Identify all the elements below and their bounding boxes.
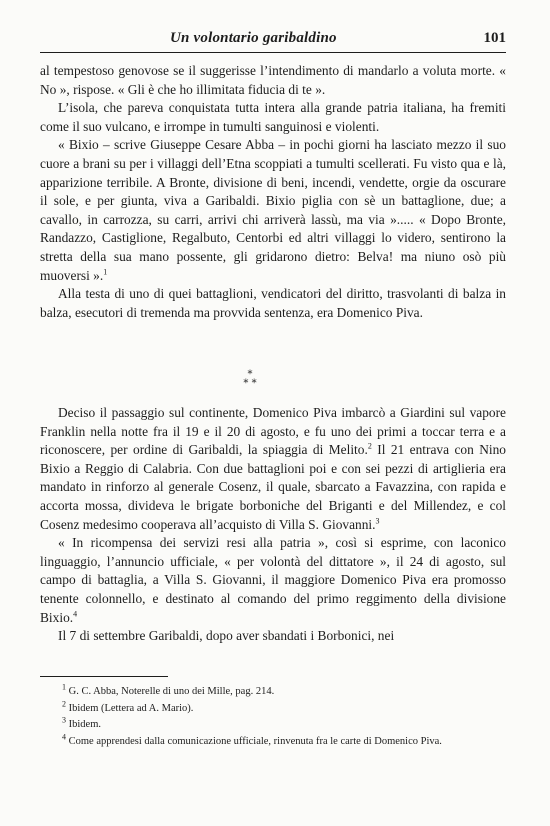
paragraph: L’isola, che pareva conquistata tutta intera alla grande patria italiana, ha fremiti come il suo vulcano, e irrompe in tumulti sanguinosi e violenti. <box>40 100 506 134</box>
header-rule <box>40 52 506 53</box>
running-header <box>40 30 506 50</box>
section-separator <box>230 370 270 400</box>
running-title: Un volontario garibaldino <box>170 30 337 46</box>
paragraph <box>40 136 506 285</box>
paragraph-text: « Bixio – scrive Giuseppe Cesare Abba – in pochi giorni ha lasciato mezzo il suo cuore a brani su per i villaggi dell’Etna scoppiati a tumulti scellerati. Fu visto qua e là, apparizione terribile. A Bronte, divisione di beni, incendi, vendette, orgie da oscurare il sole, e per giunta, viva a Garibaldi. Bixio piglia con sè un battaglione, due; a cavallo, in carrozza, su carri, arrivi chi arriverà lassù, ma via »..... « Dopo Bronte, Randazzo, Castiglione, Regalbuto, Centorbi ed altri villaggi lo videro, sentirono la stretta della sua mano possente, gli gridarono dietro: Belva! ma niuno osò più muoversi ». <box>40 137 506 283</box>
footnote-text: G. C. Abba, Noterelle di uno dei Mille, pag. 214. <box>68 686 275 697</box>
paragraph <box>40 534 506 627</box>
paragraph <box>40 404 506 534</box>
asterism-bottom: * * <box>243 378 257 389</box>
paragraph: Il 7 di settembre Garibaldi, dopo aver sbandati i Borbonici, nei <box>58 628 395 644</box>
footnote <box>40 684 506 701</box>
footnote-text: Come apprendesi dalla comunicazione ufficiale, rinvenuta fra le carte di Domenico Piva. <box>68 735 442 747</box>
footnote-ref: 4 <box>73 609 78 619</box>
asterism-top: * <box>247 369 253 380</box>
paragraph-text: Deciso il passaggio sul continente, Domenico Piva imbarcò a Giardini sul vapore Franklin nella notte fra il 19 e il 20 di agosto, e fu uno dei primi a toccar terra e a riconoscere, per ordine di Garibaldi, la spiaggia di Melito. <box>40 405 506 458</box>
footnote-number: 1 <box>62 682 66 692</box>
footnote-ref: 1 <box>103 267 108 277</box>
footnote <box>40 734 506 751</box>
footnote-text: Ibidem. <box>68 719 101 730</box>
paragraph-text: Il 21 entrava con Nino Bixio a Reggio di Calabria. Con due battaglioni poi e con sei pezzi di artiglieria era mandato in rinforzo al generale Cosenz, il quale, sbarcato a Favazzina, con rapida e accorta mossa, divideva le brigate borboniche del Briganti e del Millendez, e col Cosenz medesimo cooperava all’acquisto di Villa S. Giovanni. <box>40 442 506 532</box>
footnote-number: 3 <box>62 715 66 725</box>
footnote-text: Ibidem (Lettera ad A. Mario). <box>68 702 194 714</box>
footnote-ref: 2 <box>367 441 372 451</box>
footnote-number: 2 <box>62 699 66 708</box>
paragraph: Alla testa di uno di quei battaglioni, vendicatori del diritto, trasvolanti di balza in balza, esecutori di tremenda ma provvida sentenza, era Domenico Piva. <box>40 286 506 320</box>
body-section-2 <box>40 404 506 646</box>
page-number: 101 <box>483 30 506 46</box>
footnote-number: 4 <box>62 732 66 741</box>
body-section-1 <box>40 62 506 322</box>
footnote-rule <box>40 676 168 677</box>
footnotes <box>40 684 506 750</box>
footnote-ref: 3 <box>375 516 380 526</box>
footnote <box>40 701 506 718</box>
paragraph-text: « In ricompensa dei servizi resi alla patria », così si esprime, con laconico linguaggio, l’annuncio ufficiale, « per volontà del dittatore », il 24 di agosto, sul campo di battaglia, a Villa S. Giovanni, il maggiore Domenico Piva era promosso tenente colonnello, e destinato al comando del primo reggimento della divisione Bixio. <box>40 535 506 625</box>
paragraph: al tempestoso genovose se il suggerisse l’intendimento di mandarlo a voluta morte. « No », rispose. « Gli è che ho illimitata fiducia di te ». <box>40 63 506 97</box>
footnote <box>40 717 506 734</box>
